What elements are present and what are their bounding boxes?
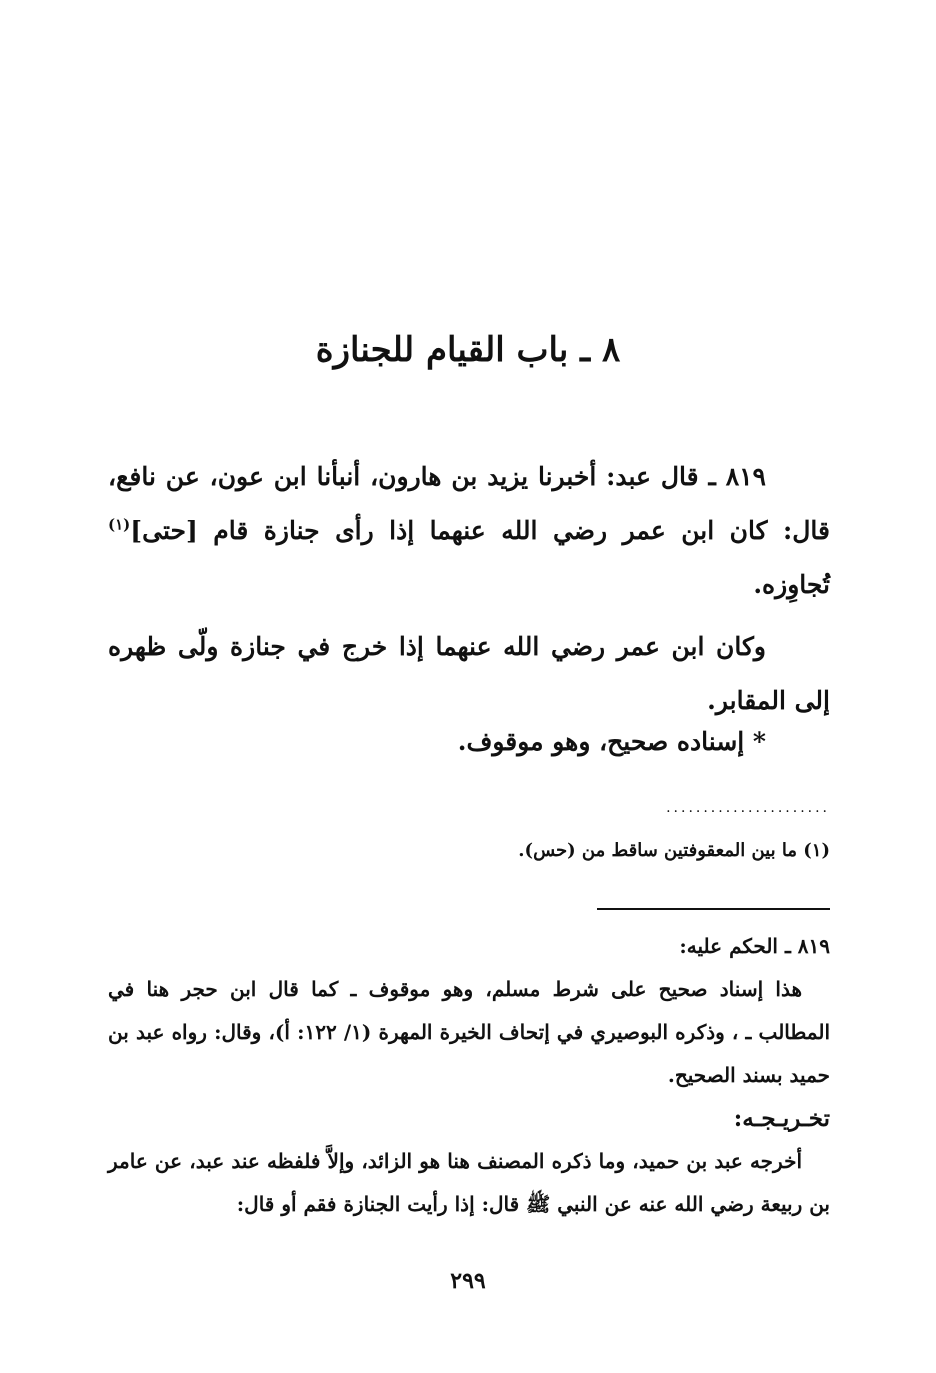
chapter-title: ٨ ـ باب القيام للجنازة [315, 330, 621, 370]
grading-line: * إسناده صحيح، وهو موقوف. [457, 727, 766, 756]
hadith-paragraph-2: وكان ابن عمر رضي الله عنهما إذا خرج في جنازة ولّى ظهره إلى المقابر. [108, 632, 830, 715]
ruling-heading: ٨١٩ ـ الحكم عليه: [679, 934, 830, 958]
ruling-text: هذا إسناد صحيح على شرط مسلم، وهو موقوف ـ كما قال ابن حجر هنا في المطالب ـ ، وذكره البوصيري في إتحاف الخيرة المهرة (١/ ١٢٢: أ)، وقال: رواه عبد بن حميد بسند الصحيح. [108, 977, 830, 1087]
hadith-paragraph-1-end: تُجاوِزه. [753, 570, 830, 599]
takhrij-heading: تخـريـجـه: [733, 1105, 830, 1132]
commentary-section [108, 925, 830, 1226]
hadith-paragraph-1 [108, 450, 830, 612]
footnote-separator: ...................... [666, 800, 830, 816]
footnote-reference: (١) [108, 515, 131, 534]
hadith-text [108, 450, 830, 736]
page-number: ٢٩٩ [450, 1268, 486, 1294]
takhrij-text: أخرجه عبد بن حميد، وما ذكره المصنف هنا هو الزائد، وإلاَّ فلفظه عند عبد، عن عامر بن ربيعة رضي الله عنه عن النبي ﷺ قال: إذا رأيت الجنازة فقم أو قال: [108, 1149, 830, 1216]
hadith-paragraph-1-text: ٨١٩ ـ قال عبد: أخبرنا يزيد بن هارون، أنبأنا ابن عون، عن نافع، قال: كان ابن عمر رضي الله عنهما إذا رأى جنازة قام [حتى] [108, 462, 830, 545]
footnote-1: (١) ما بين المعقوفتين ساقط من (حس). [518, 840, 830, 861]
commentary-divider [597, 908, 830, 910]
